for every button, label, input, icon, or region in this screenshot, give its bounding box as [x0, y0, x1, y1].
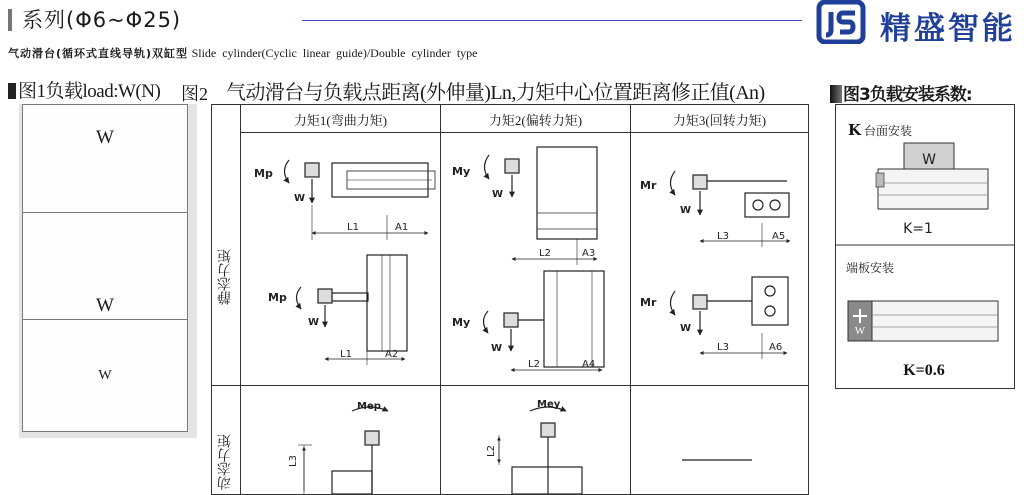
title-bar-marker — [8, 9, 12, 31]
label-a6: A6 — [769, 342, 783, 353]
series-title-text: 系列(Φ6~Φ25) — [22, 8, 182, 32]
fig3-title — [830, 80, 972, 105]
fig3-title-text: 图3负载安装系数: — [843, 85, 972, 105]
fig1-title — [8, 76, 160, 103]
label-mp: Mp — [268, 291, 287, 304]
load-label: W — [98, 368, 112, 383]
label-w: W — [492, 189, 504, 200]
label-w: W — [308, 317, 320, 328]
fig3-panel — [835, 104, 1015, 389]
fig2-table — [211, 104, 809, 495]
k-letter: K — [848, 121, 862, 139]
mount1-label: 台面安装 — [864, 124, 913, 138]
label-l2: L2 — [486, 445, 497, 457]
mount2-diagram — [848, 301, 998, 341]
mount2-k-value: K=0.6 — [903, 362, 945, 379]
label-mep: Mep — [357, 401, 381, 412]
label-l1: L1 — [340, 349, 352, 360]
label-a1: A1 — [395, 222, 409, 233]
label-a2: A2 — [385, 349, 399, 360]
diagram-my-static-2 — [484, 271, 605, 370]
subtitle-en: Slide cylinder(Cyclic linear guide)/Double cylinder type — [191, 46, 478, 60]
moment-diagrams — [212, 105, 808, 494]
diagram-mp-static-1 — [285, 160, 436, 240]
mount1-load: W — [922, 152, 936, 168]
label-l1: L1 — [347, 222, 359, 233]
fig1-marker — [8, 83, 16, 99]
fig2-title: 气动滑台与负载点距离(外伸量)Ln,力矩中心位置距离修正值(An) — [226, 82, 765, 104]
subtitle-cn: 气动滑台(循环式直线导轨)双缸型 — [8, 47, 189, 60]
fig1-cell — [23, 105, 187, 213]
fig1-panel — [22, 104, 188, 432]
label-a5: A5 — [772, 231, 786, 242]
label-w: W — [680, 205, 692, 216]
row-header: 动态力矩 — [217, 434, 233, 490]
mounting-diagrams — [836, 105, 1014, 388]
mount1-k-value: K=1 — [903, 221, 933, 237]
fig2-number: 图2 — [181, 84, 208, 104]
subtitle — [8, 45, 477, 61]
fig1-title-text: 图1负载load:W(N) — [18, 81, 161, 102]
label-mey: Mey — [537, 399, 561, 410]
brand-name: 精盛智能 — [880, 11, 1016, 47]
fig1-cell — [23, 213, 187, 320]
label-my: My — [452, 316, 471, 329]
label-l3: L3 — [717, 231, 729, 242]
column-header: 力矩3(回转力矩) — [672, 113, 767, 128]
label-mr: Mr — [640, 179, 657, 192]
row-header: 静态力矩 — [217, 249, 233, 305]
label-l2: L2 — [539, 248, 551, 259]
column-header: 力矩2(偏转力矩) — [488, 113, 583, 128]
label-w: W — [680, 323, 692, 334]
title-rule — [302, 20, 802, 21]
load-label: W — [96, 295, 114, 316]
label-mr: Mr — [640, 296, 657, 309]
label-a4: A4 — [582, 359, 596, 370]
fig3-marker — [830, 85, 842, 103]
label-l3: L3 — [288, 455, 299, 467]
label-a3: A3 — [582, 248, 596, 259]
fig1-cell — [23, 320, 187, 430]
diagram-mey-dynamic — [499, 407, 582, 494]
mount2-label: 端板安装 — [846, 261, 895, 275]
label-w: W — [294, 193, 306, 204]
label-l2: L2 — [528, 359, 540, 370]
label-mp: Mp — [254, 167, 273, 180]
label-l3: L3 — [717, 342, 729, 353]
mount2-load: W — [854, 325, 866, 337]
label-my: My — [452, 165, 471, 178]
load-label: W — [96, 127, 114, 148]
brand-logo-icon — [813, 0, 869, 44]
series-title — [8, 4, 181, 34]
label-w: W — [491, 343, 503, 354]
column-header: 力矩1(弯曲力矩) — [293, 113, 388, 128]
diagram-mep-dynamic — [298, 407, 388, 494]
